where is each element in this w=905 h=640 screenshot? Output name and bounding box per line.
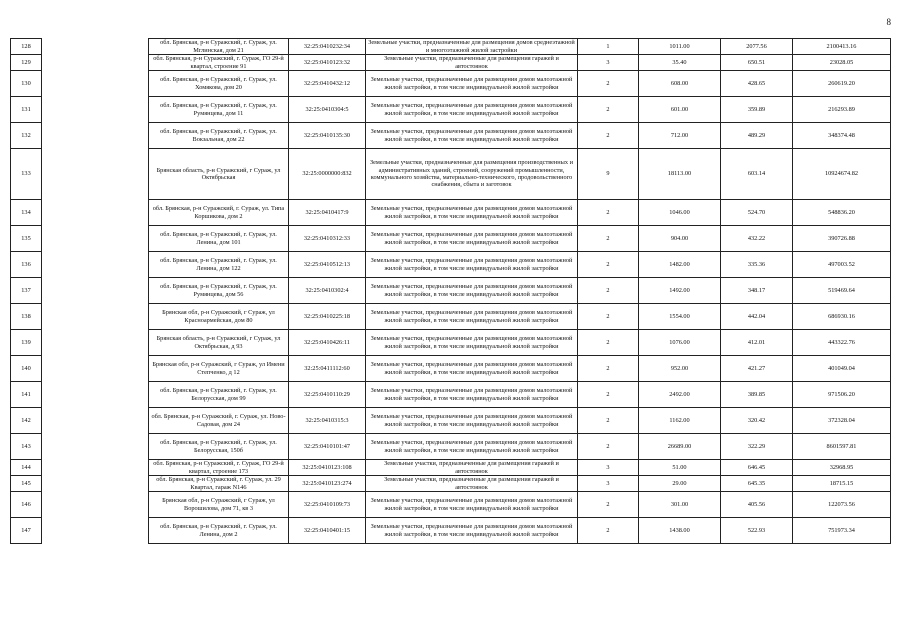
land-use-cell: Земельные участки, предназначенные для размещения домов малоэтажной жилой застройки, в том числе индивидуальной жилой застройки	[366, 226, 578, 252]
cadastral-number-cell: 32:25:0410302:4	[289, 278, 366, 304]
cadastral-value-cell: 372328.04	[793, 408, 891, 434]
table-row	[11, 71, 891, 97]
address-cell: Брянская область, р-н Суражский, г Сураж, ул Октябрьская	[149, 149, 289, 200]
page-number: 8	[886, 17, 891, 27]
land-use-cell: Земельные участки, предназначенные для размещения гаражей и автостоянок	[366, 55, 578, 71]
row-number-cell: 128	[11, 39, 42, 55]
table-row	[11, 356, 891, 382]
spacer-cell	[42, 330, 149, 356]
group-cell: 2	[578, 382, 639, 408]
address-cell: обл. Брянская, р-н Суражский, г. Сураж, ул. Румянцева, дом 11	[149, 97, 289, 123]
row-number-cell: 137	[11, 278, 42, 304]
specific-value-cell: 412.01	[721, 330, 793, 356]
cadastral-number-cell: 32:25:0410417:9	[289, 200, 366, 226]
cadastral-number-cell: 32:25:0410135:30	[289, 123, 366, 149]
group-cell: 3	[578, 460, 639, 476]
spacer-cell	[42, 39, 149, 55]
group-cell: 2	[578, 226, 639, 252]
table-row	[11, 39, 891, 55]
specific-value-cell: 645.35	[721, 476, 793, 492]
land-use-cell: Земельные участки, предназначенные для размещения домов среднеэтажной и многоэтажной жилой застройки	[366, 39, 578, 55]
land-registry-table	[10, 38, 891, 544]
spacer-cell	[42, 492, 149, 518]
spacer-cell	[42, 304, 149, 330]
cadastral-number-cell: 32:25:0410312:33	[289, 226, 366, 252]
table-row	[11, 97, 891, 123]
specific-value-cell: 322.29	[721, 434, 793, 460]
table-row	[11, 278, 891, 304]
address-cell: обл. Брянская, р-н Суражский, г. Сураж, ул. Ново-Садовая, дом 24	[149, 408, 289, 434]
address-cell: обл. Брянская, р-н Суражский, г. Сураж, ул. Ленина, дом 101	[149, 226, 289, 252]
cadastral-value-cell: 519469.64	[793, 278, 891, 304]
table-row	[11, 304, 891, 330]
spacer-cell	[42, 382, 149, 408]
area-cell: 1492.00	[639, 278, 721, 304]
row-number-cell: 143	[11, 434, 42, 460]
area-cell: 35.40	[639, 55, 721, 71]
cadastral-number-cell: 32:25:0410109:73	[289, 492, 366, 518]
group-cell: 3	[578, 476, 639, 492]
row-number-cell: 139	[11, 330, 42, 356]
group-cell: 2	[578, 97, 639, 123]
group-cell: 2	[578, 252, 639, 278]
cadastral-value-cell: 8601597.81	[793, 434, 891, 460]
row-number-cell: 146	[11, 492, 42, 518]
group-cell: 1	[578, 39, 639, 55]
area-cell: 29.00	[639, 476, 721, 492]
row-number-cell: 134	[11, 200, 42, 226]
cadastral-number-cell: 32:25:0410123:32	[289, 55, 366, 71]
table-row	[11, 382, 891, 408]
group-cell: 2	[578, 434, 639, 460]
table-row	[11, 476, 891, 492]
area-cell: 1076.00	[639, 330, 721, 356]
address-cell: Брянская обл, р-н Суражский, г Сураж, ул Красноармейская, дом 80	[149, 304, 289, 330]
cadastral-number-cell: 32:25:0410432:12	[289, 71, 366, 97]
address-cell: обл. Брянская, р-н Суражский, г. Сураж, ул. Белорусская, дом 99	[149, 382, 289, 408]
land-use-cell: Земельные участки, предназначенные для размещения домов малоэтажной жилой застройки, в том числе индивидуальной жилой застройки	[366, 518, 578, 544]
specific-value-cell: 348.17	[721, 278, 793, 304]
land-use-cell: Земельные участки, предназначенные для размещения гаражей и автостоянок	[366, 460, 578, 476]
address-cell: обл. Брянская, р-н Суражский, г. Сураж, ул. Белорусская, 150б	[149, 434, 289, 460]
specific-value-cell: 442.04	[721, 304, 793, 330]
specific-value-cell: 650.51	[721, 55, 793, 71]
cadastral-number-cell: 32:25:0410232:34	[289, 39, 366, 55]
cadastral-value-cell: 2100413.16	[793, 39, 891, 55]
land-use-cell: Земельные участки, предназначенные для размещения домов малоэтажной жилой застройки, в том числе индивидуальной жилой застройки	[366, 408, 578, 434]
area-cell: 601.00	[639, 97, 721, 123]
land-use-cell: Земельные участки, предназначенные для размещения домов малоэтажной жилой застройки, в том числе индивидуальной жилой застройки	[366, 492, 578, 518]
specific-value-cell: 359.89	[721, 97, 793, 123]
area-cell: 51.00	[639, 460, 721, 476]
spacer-cell	[42, 71, 149, 97]
land-use-cell: Земельные участки, предназначенные для размещения домов малоэтажной жилой застройки, в том числе индивидуальной жилой застройки	[366, 97, 578, 123]
land-use-cell: Земельные участки, предназначенные для размещения домов малоэтажной жилой застройки, в том числе индивидуальной жилой застройки	[366, 356, 578, 382]
cadastral-number-cell: 32:25:0411112:60	[289, 356, 366, 382]
row-number-cell: 132	[11, 123, 42, 149]
specific-value-cell: 421.27	[721, 356, 793, 382]
table-row	[11, 492, 891, 518]
cadastral-value-cell: 751973.34	[793, 518, 891, 544]
group-cell: 2	[578, 71, 639, 97]
address-cell: обл. Брянская, р-н Суражский, г. Сураж, ул. Типа Коршикова, дом 2	[149, 200, 289, 226]
specific-value-cell: 428.65	[721, 71, 793, 97]
cadastral-number-cell: 32:25:0000000:832	[289, 149, 366, 200]
cadastral-value-cell: 216293.89	[793, 97, 891, 123]
land-use-cell: Земельные участки, предназначенные для размещения домов малоэтажной жилой застройки, в том числе индивидуальной жилой застройки	[366, 71, 578, 97]
group-cell: 2	[578, 304, 639, 330]
table-row	[11, 123, 891, 149]
table-row	[11, 434, 891, 460]
row-number-cell: 130	[11, 71, 42, 97]
specific-value-cell: 524.70	[721, 200, 793, 226]
area-cell: 1438.00	[639, 518, 721, 544]
land-use-cell: Земельные участки, предназначенные для размещения гаражей и автостоянок	[366, 476, 578, 492]
cadastral-value-cell: 23028.05	[793, 55, 891, 71]
spacer-cell	[42, 200, 149, 226]
address-cell: обл. Брянская, р-н Суражский, г. Сураж, ГО 29-й квартал, строение 91	[149, 55, 289, 71]
area-cell: 18113.00	[639, 149, 721, 200]
spacer-cell	[42, 518, 149, 544]
area-cell: 712.00	[639, 123, 721, 149]
spacer-cell	[42, 252, 149, 278]
address-cell: обл. Брянская, р-н Суражский, г. Сураж, ул. Румянцева, дом 56	[149, 278, 289, 304]
cadastral-value-cell: 401049.04	[793, 356, 891, 382]
area-cell: 1482.00	[639, 252, 721, 278]
cadastral-value-cell: 390726.88	[793, 226, 891, 252]
cadastral-value-cell: 32968.95	[793, 460, 891, 476]
group-cell: 2	[578, 492, 639, 518]
cadastral-number-cell: 32:25:0410304:5	[289, 97, 366, 123]
address-cell: Брянская обл, р-н Суражский, г Сураж, ул Ворошилова, дом 71, кв 3	[149, 492, 289, 518]
row-number-cell: 136	[11, 252, 42, 278]
group-cell: 2	[578, 356, 639, 382]
group-cell: 2	[578, 200, 639, 226]
group-cell: 2	[578, 330, 639, 356]
row-number-cell: 145	[11, 476, 42, 492]
group-cell: 2	[578, 408, 639, 434]
table-row	[11, 408, 891, 434]
row-number-cell: 144	[11, 460, 42, 476]
row-number-cell: 147	[11, 518, 42, 544]
table-row	[11, 226, 891, 252]
cadastral-number-cell: 32:25:0410401:15	[289, 518, 366, 544]
cadastral-value-cell: 260619.20	[793, 71, 891, 97]
specific-value-cell: 522.93	[721, 518, 793, 544]
group-cell: 2	[578, 518, 639, 544]
land-use-cell: Земельные участки, предназначенные для размещения домов малоэтажной жилой застройки, в том числе индивидуальной жилой застройки	[366, 304, 578, 330]
land-use-cell: Земельные участки, предназначенные для размещения домов малоэтажной жилой застройки, в том числе индивидуальной жилой застройки	[366, 252, 578, 278]
table-row	[11, 330, 891, 356]
row-number-cell: 142	[11, 408, 42, 434]
area-cell: 608.00	[639, 71, 721, 97]
area-cell: 1046.00	[639, 200, 721, 226]
address-cell: обл. Брянская, р-н Суражский, г. Сураж, ул. 29 Квартал, гараж N146	[149, 476, 289, 492]
row-number-cell: 129	[11, 55, 42, 71]
address-cell: обл. Брянская, р-н Суражский, г. Сураж, ул. Ленина, дом 2	[149, 518, 289, 544]
spacer-cell	[42, 356, 149, 382]
spacer-cell	[42, 460, 149, 476]
table-row	[11, 518, 891, 544]
specific-value-cell: 432.22	[721, 226, 793, 252]
cadastral-value-cell: 10924674.82	[793, 149, 891, 200]
land-use-cell: Земельные участки, предназначенные для размещения производственных и административных зданий, строений, сооружений промышленности, коммунального хозяйства, материально-технического, продовольственного снабжения, сбыта и заготовок	[366, 149, 578, 200]
cadastral-number-cell: 32:25:0410315:3	[289, 408, 366, 434]
area-cell: 26689.00	[639, 434, 721, 460]
land-use-cell: Земельные участки, предназначенные для размещения домов малоэтажной жилой застройки, в том числе индивидуальной жилой застройки	[366, 330, 578, 356]
specific-value-cell: 405.56	[721, 492, 793, 518]
table-row	[11, 460, 891, 476]
cadastral-number-cell: 32:25:0410225:18	[289, 304, 366, 330]
row-number-cell: 138	[11, 304, 42, 330]
cadastral-value-cell: 548836.20	[793, 200, 891, 226]
specific-value-cell: 320.42	[721, 408, 793, 434]
spacer-cell	[42, 55, 149, 71]
spacer-cell	[42, 226, 149, 252]
spacer-cell	[42, 97, 149, 123]
table-body	[11, 39, 891, 544]
specific-value-cell: 646.45	[721, 460, 793, 476]
spacer-cell	[42, 149, 149, 200]
row-number-cell: 135	[11, 226, 42, 252]
table-row	[11, 252, 891, 278]
address-cell: обл. Брянская, р-н Суражский, г. Сураж, ул. Ленина, дом 122	[149, 252, 289, 278]
address-cell: обл. Брянская, р-н Суражский, г. Сураж, ул. Мглинская, дом 21	[149, 39, 289, 55]
spacer-cell	[42, 476, 149, 492]
cadastral-value-cell: 971506.20	[793, 382, 891, 408]
spacer-cell	[42, 434, 149, 460]
area-cell: 904.00	[639, 226, 721, 252]
row-number-cell: 131	[11, 97, 42, 123]
address-cell: Брянская обл, р-н Суражский, г Сураж, ул Имени Степченко, д 12	[149, 356, 289, 382]
land-use-cell: Земельные участки, предназначенные для размещения домов малоэтажной жилой застройки, в том числе индивидуальной жилой застройки	[366, 434, 578, 460]
land-use-cell: Земельные участки, предназначенные для размещения домов малоэтажной жилой застройки, в том числе индивидуальной жилой застройки	[366, 278, 578, 304]
specific-value-cell: 489.29	[721, 123, 793, 149]
spacer-cell	[42, 278, 149, 304]
land-use-cell: Земельные участки, предназначенные для размещения домов малоэтажной жилой застройки, в том числе индивидуальной жилой застройки	[366, 200, 578, 226]
cadastral-number-cell: 32:25:0410426:11	[289, 330, 366, 356]
specific-value-cell: 603.14	[721, 149, 793, 200]
cadastral-value-cell: 443322.76	[793, 330, 891, 356]
cadastral-value-cell: 686930.16	[793, 304, 891, 330]
group-cell: 9	[578, 149, 639, 200]
land-use-cell: Земельные участки, предназначенные для размещения домов малоэтажной жилой застройки, в том числе индивидуальной жилой застройки	[366, 123, 578, 149]
row-number-cell: 140	[11, 356, 42, 382]
area-cell: 1011.00	[639, 39, 721, 55]
cadastral-value-cell: 122073.56	[793, 492, 891, 518]
land-use-cell: Земельные участки, предназначенные для размещения домов малоэтажной жилой застройки, в том числе индивидуальной жилой застройки	[366, 382, 578, 408]
table-row	[11, 200, 891, 226]
address-cell: обл. Брянская, р-н Суражский, г. Сураж, ул. Вокзальная, дом 22	[149, 123, 289, 149]
area-cell: 1554.00	[639, 304, 721, 330]
specific-value-cell: 335.36	[721, 252, 793, 278]
group-cell: 3	[578, 55, 639, 71]
area-cell: 952.00	[639, 356, 721, 382]
row-number-cell: 141	[11, 382, 42, 408]
address-cell: обл. Брянская, р-н Суражский, г. Сураж, ГО 29-й квартал, строение 173	[149, 460, 289, 476]
spacer-cell	[42, 408, 149, 434]
spacer-cell	[42, 123, 149, 149]
cadastral-number-cell: 32:25:0410123:108	[289, 460, 366, 476]
cadastral-value-cell: 497003.52	[793, 252, 891, 278]
table-row	[11, 149, 891, 200]
area-cell: 2492.00	[639, 382, 721, 408]
cadastral-number-cell: 32:25:0410101:47	[289, 434, 366, 460]
area-cell: 1162.00	[639, 408, 721, 434]
cadastral-number-cell: 32:25:0410110:29	[289, 382, 366, 408]
area-cell: 301.00	[639, 492, 721, 518]
table-row	[11, 55, 891, 71]
row-number-cell: 133	[11, 149, 42, 200]
cadastral-value-cell: 18715.15	[793, 476, 891, 492]
cadastral-number-cell: 32:25:0410123:274	[289, 476, 366, 492]
cadastral-value-cell: 348374.48	[793, 123, 891, 149]
address-cell: Брянская область, р-н Суражский, г Сураж, ул Октябрьская, д 93	[149, 330, 289, 356]
group-cell: 2	[578, 123, 639, 149]
specific-value-cell: 389.85	[721, 382, 793, 408]
address-cell: обл. Брянская, р-н Суражский, г. Сураж, ул. Хомякова, дом 20	[149, 71, 289, 97]
cadastral-number-cell: 32:25:0410512:13	[289, 252, 366, 278]
group-cell: 2	[578, 278, 639, 304]
specific-value-cell: 2077.56	[721, 39, 793, 55]
